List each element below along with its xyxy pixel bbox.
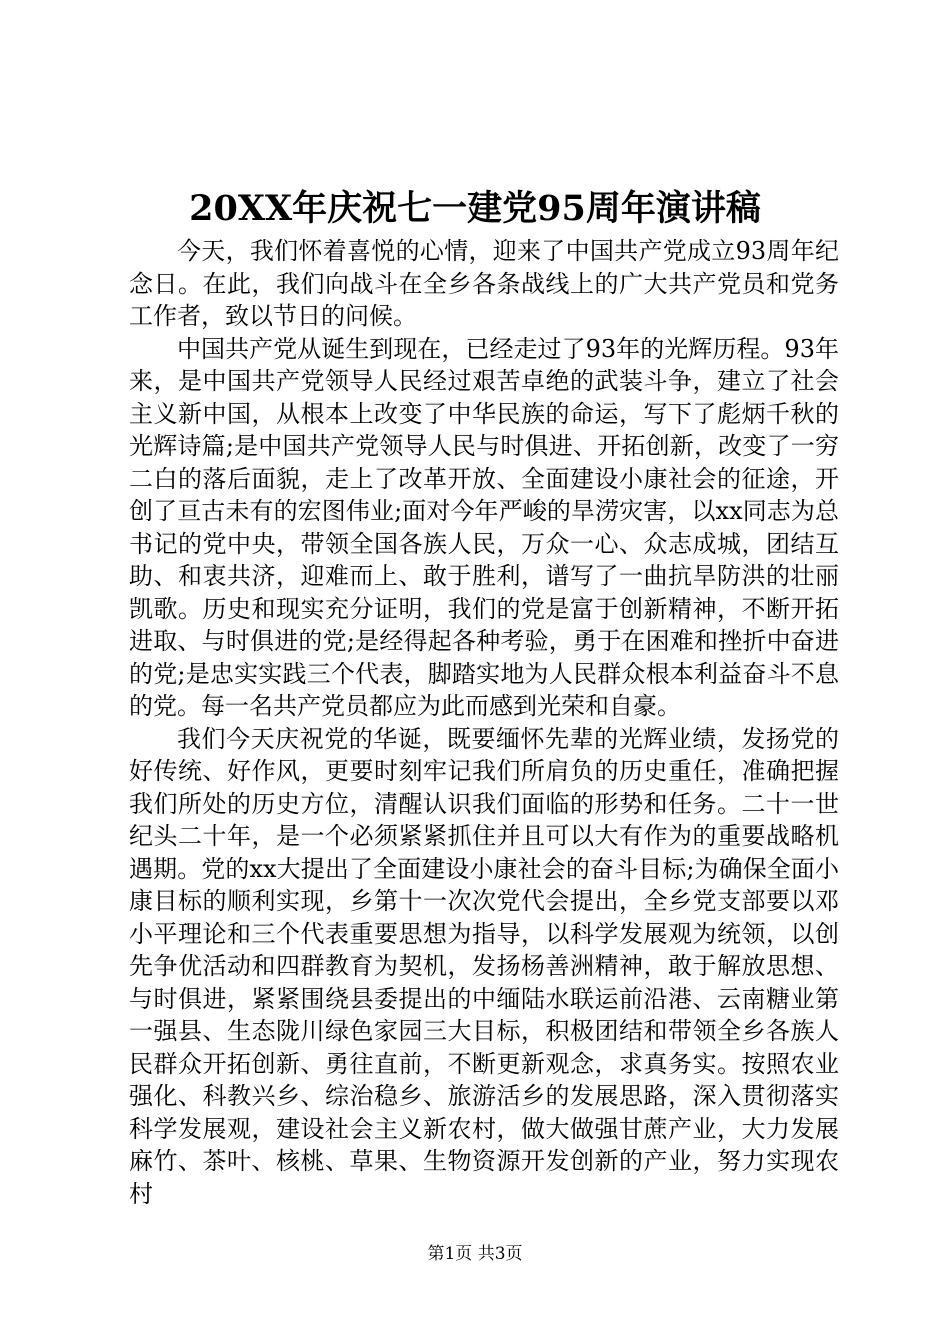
page-number-footer: 第1页 共3页 (427, 1244, 523, 1264)
document-body (129, 235, 839, 1210)
paragraph-3: 我们今天庆祝党的华诞，既要缅怀先辈的光辉业绩，发扬党的好传统、好作风，更要时刻牢记我们所肩负的历史重任，准确把握我们所处的历史方位，清醒认识我们面临的形势和任务。二十一世纪头二十年，是一个必须紧紧抓住并且可以大有作为的重要战略机遇期。党的xx大提出了全面建设小康社会的奋斗目标;为确保全面小康目标的顺利实现，乡第十一次次党代会提出，全乡党支部要以邓小平理论和三个代表重要思想为指导，以科学发展观为统领，以创先争优活动和四群教育为契机，发扬杨善洲精神，敢于解放思想、与时俱进，紧紧围绕县委提出的中缅陆水联运前沿港、云南糖业第一强县、生态陇川绿色家园三大目标，积极团结和带领全乡各族人民群众开拓创新、勇往直前，不断更新观念，求真务实。按照农业强化、科教兴乡、综治稳乡、旅游活乡的发展思路，深入贯彻落实科学发展观，建设社会主义新农村，做大做强甘蔗产业，大力发展麻竹、茶叶、核桃、草果、生物资源开发创新的产业，努力实现农村 (129, 724, 839, 1208)
document-title: 20XX年庆祝七一建党95周年演讲稿 (189, 188, 761, 229)
paragraph-2: 中国共产党从诞生到现在，已经走过了93年的光辉历程。93年来，是中国共产党领导人民经过艰苦卓绝的武装斗争，建立了社会主义新中国，从根本上改变了中华民族的命运，写下了彪炳千秋的光辉诗篇;是中国共产党领导人民与时俱进、开拓创新，改变了一穷二白的落后面貌，走上了改革开放、全面建设小康社会的征途，开创了亘古未有的宏图伟业;面对今年严峻的旱涝灾害，以xx同志为总书记的党中央，带领全国各族人民，万众一心、众志成城，团结互助、和衷共济，迎难而上、敢于胜利，谱写了一曲抗旱防洪的壮丽凯歌。历史和现实充分证明，我们的党是富于创新精神，不断开拓进取、与时俱进的党;是经得起各种考验，勇于在困难和挫折中奋进的党;是忠实实践三个代表，脚踏实地为人民群众根本利益奋斗不息的党。每一名共产党员都应为此而感到光荣和自豪。 (129, 334, 839, 720)
paragraph-1: 今天，我们怀着喜悦的心情，迎来了中国共产党成立93周年纪念日。在此，我们向战斗在全乡各条战线上的广大共产党员和党务工作者，致以节日的问候。 (129, 237, 839, 330)
